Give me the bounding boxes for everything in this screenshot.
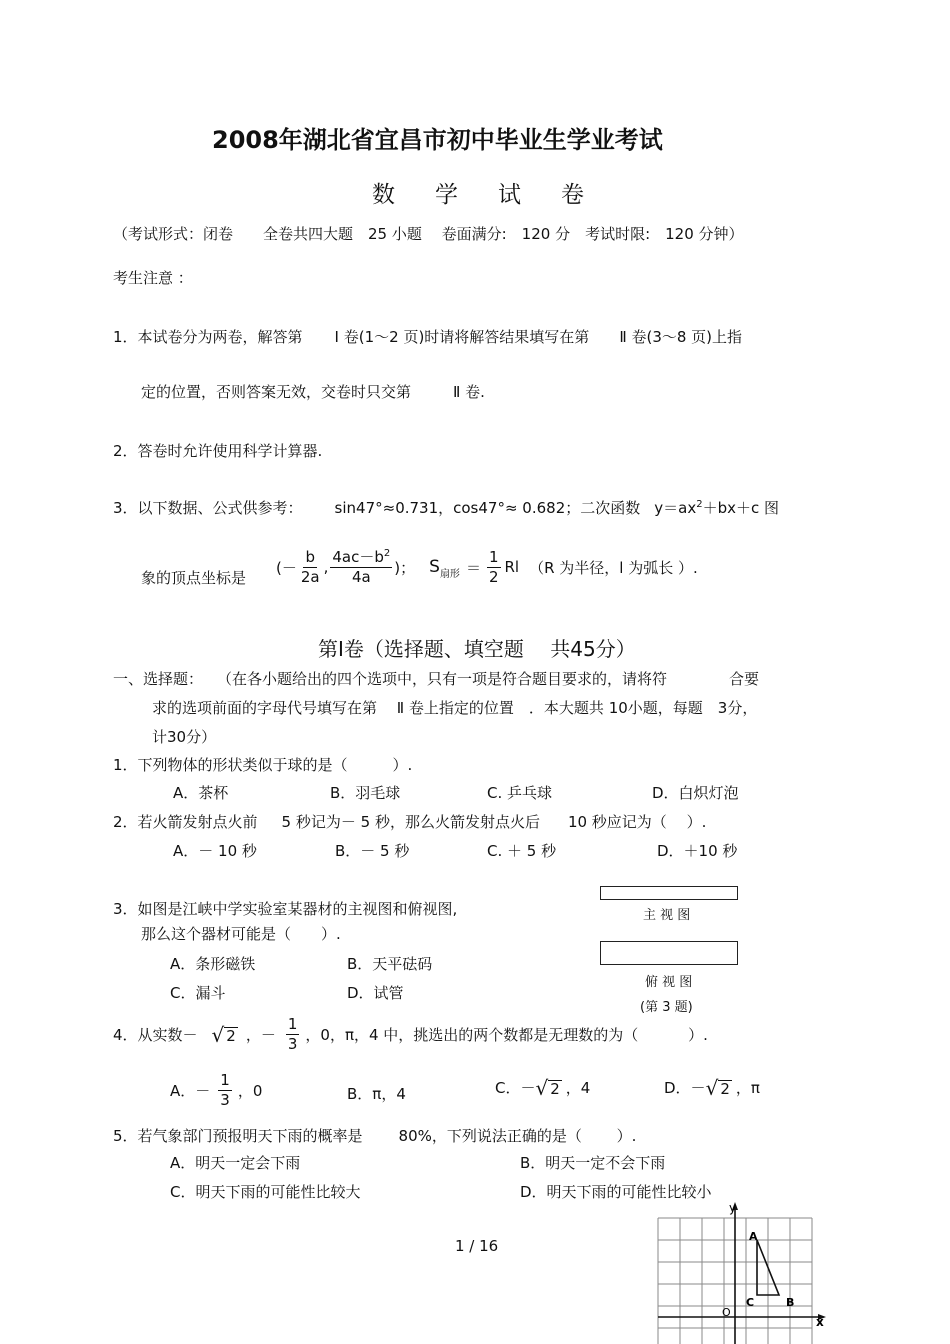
note-text: 1．本试卷分为两卷，解答第: [113, 328, 303, 346]
note-2: 2．答卷时允许使用科学计算器.: [113, 442, 323, 460]
fraction: [487, 549, 501, 587]
fraction-denominator: 2: [488, 567, 499, 586]
question-1-stem: 1．下列物体的形状类似于球的是（ ）.: [113, 756, 413, 774]
point-b-label: B: [786, 1296, 795, 1309]
question-text: 4．从实数－: [113, 1026, 198, 1045]
coordinate-grid-figure: [650, 1198, 840, 1344]
vertex-formula: [276, 548, 698, 587]
point-a-label: A: [749, 1230, 758, 1243]
formula-text: 4ac－b: [332, 548, 384, 566]
front-view-label: 主 视 图: [643, 908, 691, 923]
question-2-stem: [113, 811, 706, 832]
question-3-stem-line-1: 3．如图是江峡中学实验室某器材的主视图和俯视图,: [113, 900, 458, 918]
question-5-option-d: D．明天下雨的可能性比较小: [520, 1183, 712, 1201]
origin-label: O: [722, 1306, 731, 1319]
formula-sup: 2: [696, 499, 703, 510]
note-text: Ⅱ 卷.: [453, 383, 485, 401]
subtitle-char: 数: [372, 182, 395, 208]
intro-text: （在各小题给出的四个选项中，只有一项是符合题目要求的，请将符: [217, 670, 668, 688]
question-3-stem-line-2: 那么这个器材可能是（ ）.: [141, 925, 341, 943]
intro-text: 合要: [729, 670, 760, 688]
question-4-option-b: B．π，4: [347, 1085, 406, 1103]
question-4-stem: [113, 1016, 708, 1054]
question-3-option-c: C．漏斗: [170, 984, 226, 1002]
question-4-option-d: [664, 1077, 760, 1098]
question-text: 5 秒记为－ 5 秒，那么火箭发射点火后: [281, 813, 540, 831]
question-1-option-c: C. 乒乓球: [487, 784, 553, 802]
question-4-option-c: [495, 1077, 590, 1098]
question-5-option-a: A．明天一定会下雨: [170, 1154, 301, 1172]
fraction-denominator: 4a: [351, 568, 371, 587]
question-text: ，－: [245, 1026, 276, 1045]
top-view-rect: [600, 941, 738, 965]
radical-sign: √: [535, 1075, 549, 1100]
note-text: 3．以下数据、公式供参考：: [113, 499, 303, 517]
formula-sup: 2: [383, 548, 391, 559]
x-axis-label: x: [816, 1315, 824, 1329]
fraction-numerator: [330, 548, 392, 568]
part-1-heading: 第Ⅰ卷（选择题、填空题 共45分）: [318, 637, 636, 661]
note-text: Ⅱ 卷(3～8 页)上指: [619, 328, 743, 346]
radical-sign: √: [705, 1075, 719, 1100]
question-4-option-a: [170, 1072, 262, 1110]
note-text: Ⅰ 卷(1～2 页)时请将解答结果填写在第: [334, 328, 590, 346]
notice-label: 考生注意 ：: [113, 269, 193, 287]
radicand: 2: [720, 1080, 730, 1098]
formula-text: Rl: [504, 558, 520, 577]
fraction: [330, 548, 392, 587]
subtitle-char: 卷: [561, 182, 584, 208]
sqrt-expression: [211, 1022, 238, 1047]
option-text: ，0: [237, 1082, 263, 1101]
formula-text: ＝: [465, 558, 481, 577]
question-2-option-d: D．＋10 秒: [657, 842, 738, 860]
radicand: 2: [226, 1027, 236, 1046]
top-view-label: 俯 视 图: [645, 975, 693, 990]
note-1-line-2: [141, 381, 485, 402]
option-text: A．－: [170, 1082, 211, 1101]
intro-text: 一、选择题：: [113, 670, 204, 688]
sqrt-expression: [705, 1075, 732, 1100]
exam-info: （考试形式：闭卷 全卷共四大题 25 小题 卷面满分: 120 分 考试时限: 120 分钟）: [113, 225, 744, 243]
fraction-numerator: 1: [218, 1072, 232, 1091]
note-3-line-2-label: 象的顶点坐标是: [141, 569, 247, 587]
page-number: 1 / 16: [455, 1237, 499, 1255]
formula-text: ＋bx＋c 图: [702, 499, 779, 517]
formula-text: (－: [276, 558, 297, 577]
note-text: 定的位置，否则答案无效，交卷时只交第: [141, 383, 412, 401]
fraction-denominator: 3: [287, 1035, 298, 1054]
question-1-option-a: A．茶杯: [173, 784, 229, 802]
question-3-option-d: D．试管: [347, 984, 404, 1002]
front-view-rect: [600, 886, 738, 900]
question-5-option-b: B．明天一定不会下雨: [520, 1154, 666, 1172]
question-5-option-c: C．明天下雨的可能性比较大: [170, 1183, 361, 1201]
option-text: ，π: [735, 1079, 760, 1097]
question-1-option-b: B．羽毛球: [330, 784, 401, 802]
radicand: 2: [550, 1080, 560, 1098]
point-c-label: C: [746, 1296, 755, 1309]
formula-text: （R 为半径，l 为弧长 ）.: [529, 558, 698, 577]
subtitle-char: 学: [435, 182, 458, 208]
option-text: ，4: [565, 1079, 591, 1097]
question-text: 80%，下列说法正确的是（ ）.: [398, 1127, 637, 1145]
note-3-line-1: [113, 497, 779, 518]
formula-sub: 扇形: [439, 568, 460, 580]
part-1-intro-line-2: 求的选项前面的字母代号填写在第 Ⅱ 卷上指定的位置 ．本大题共 10小题，每题 3分，: [152, 699, 758, 717]
question-2-option-b: B．－ 5 秒: [335, 842, 410, 860]
question-5-stem: [113, 1125, 636, 1146]
question-text: ，0，π，4 中，挑选出的两个数都是无理数的为（ ）.: [305, 1026, 708, 1045]
fraction: [286, 1016, 300, 1054]
note-text: sin47°≈0.731，cos47°≈ 0.682；二次函数: [334, 499, 641, 517]
part-1-intro-line-1: [113, 668, 759, 689]
y-axis-label: y: [729, 1201, 737, 1215]
formula-text: y＝ax: [654, 499, 697, 517]
fraction: [299, 549, 322, 587]
fraction: [218, 1072, 232, 1110]
fraction-denominator: 3: [220, 1091, 230, 1110]
question-3-option-a: A．条形磁铁: [170, 955, 256, 973]
question-2-option-c: C. ＋ 5 秒: [487, 842, 557, 860]
option-text: C．－: [495, 1079, 536, 1097]
question-text: 10 秒应记为（ ）.: [567, 813, 707, 831]
fraction-numerator: b: [303, 549, 317, 568]
part-1-intro-line-3: 计30分）: [152, 728, 217, 746]
exam-subtitle: [372, 176, 584, 209]
formula-text: )；: [394, 558, 416, 577]
fraction-numerator: 1: [487, 549, 501, 568]
question-3-option-b: B．天平砝码: [347, 955, 433, 973]
question-1-option-d: D．白炽灯泡: [652, 784, 739, 802]
formula-text: ,: [323, 558, 329, 577]
question-2-option-a: A．－ 10 秒: [173, 842, 257, 860]
question-text: 2．若火箭发射点火前: [113, 813, 258, 831]
subtitle-char: 试: [498, 182, 521, 208]
sqrt-expression: [535, 1075, 561, 1100]
exam-title: 2008年湖北省宜昌市初中毕业生学业考试: [212, 126, 663, 154]
fraction-numerator: 1: [286, 1016, 300, 1035]
figure-3-caption: (第 3 题): [640, 1000, 693, 1015]
formula-text: S: [429, 557, 440, 578]
note-1-line-1: [113, 326, 742, 347]
radical-sign: √: [211, 1022, 225, 1047]
question-text: 5．若气象部门预报明天下雨的概率是: [113, 1127, 363, 1145]
option-text: D．－: [664, 1079, 706, 1097]
fraction-denominator: 2a: [300, 567, 320, 586]
